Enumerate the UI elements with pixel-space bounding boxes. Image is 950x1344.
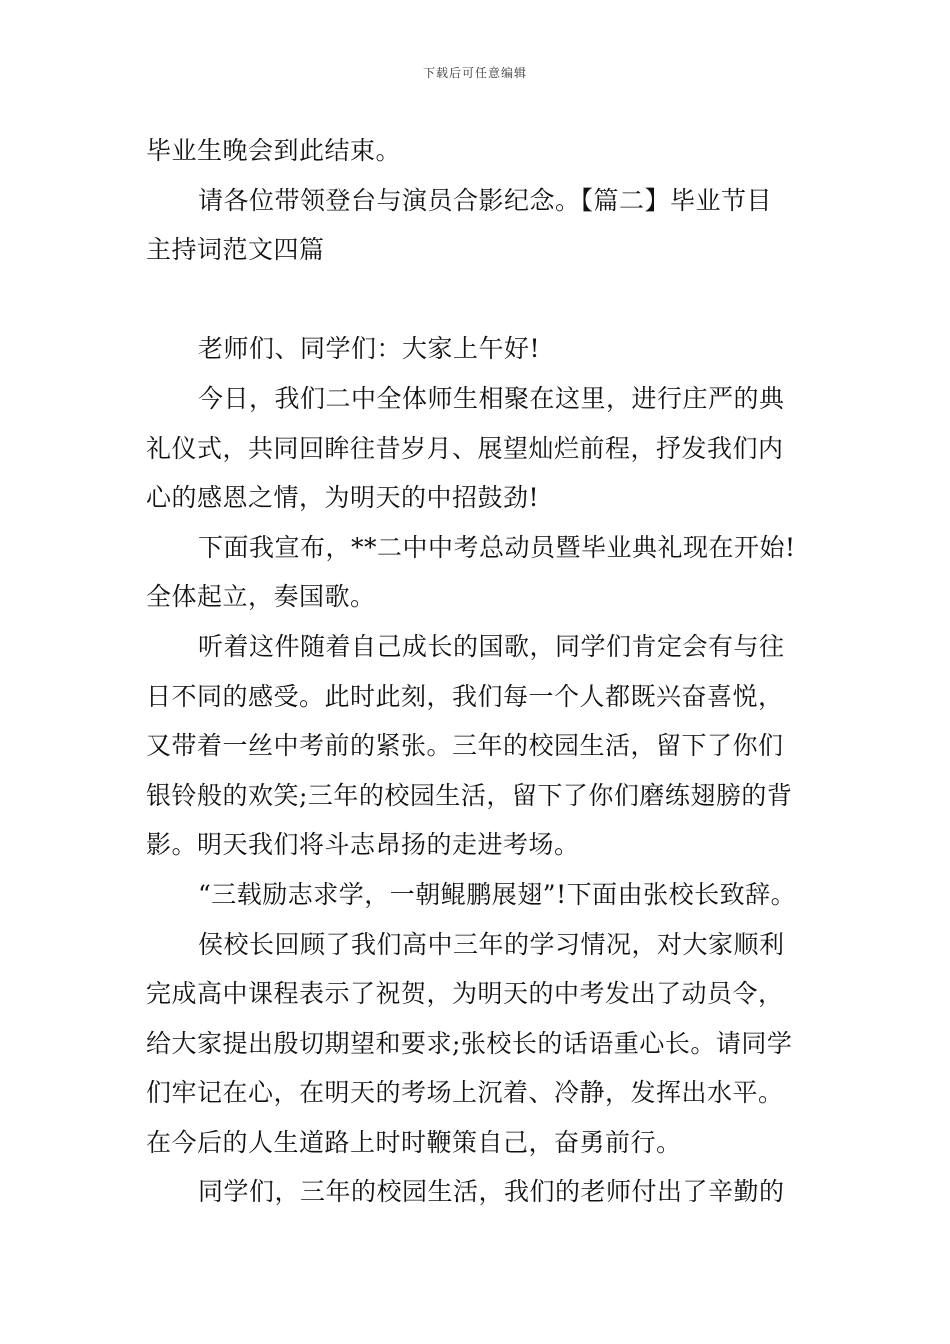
paragraph-line: 毕业生晚会到此结束。 <box>146 136 402 165</box>
paragraph-first-line: 老师们、同学们：大家上午好! <box>198 334 541 364</box>
paragraph-first-line: 侯校长回顾了我们高中三年的学习情况，对大家顺利 <box>198 929 785 959</box>
paragraph-line: 完成高中课程表示了祝贺，为明天的中考发出了动员令， <box>146 979 784 1009</box>
page-header: 下载后可任意编辑 <box>422 66 527 80</box>
paragraph-line: 全体起立，奏国歌。 <box>146 582 376 612</box>
paragraph-first-line: 今日，我们二中全体师生相聚在这里，进行庄严的典 <box>198 383 785 413</box>
document-body <box>146 126 810 1217</box>
blank-line <box>146 275 810 325</box>
paragraph-line: 银铃般的欢笑;三年的校园生活，留下了你们磨练翅膀的背 <box>146 780 793 810</box>
paragraph-line: 主持词范文四篇 <box>146 235 325 265</box>
paragraph-first-line: 下面我宣布，**二中中考总动员暨毕业典礼现在开始! <box>198 532 796 562</box>
paragraph-line: 影。明天我们将斗志昂扬的走进考场。 <box>146 830 580 860</box>
paragraph-line: 又带着一丝中考前的紧张。三年的校园生活，留下了你们 <box>146 731 784 761</box>
paragraph-first-line: 同学们，三年的校园生活，我们的老师付出了辛勤的 <box>198 1177 785 1207</box>
paragraph-line: 心的感恩之情，为明天的中招鼓劲! <box>146 483 540 513</box>
paragraph-first-line: “三载励志求学，一朝鲲鹏展翅”!下面由张校长致辞。 <box>198 879 797 909</box>
paragraph-line: 给大家提出殷切期望和要求;张校长的话语重心长。请同学 <box>146 1028 793 1058</box>
paragraph-first-line: 请各位带领登台与演员合影纪念。【篇二】毕业节目 <box>198 185 773 215</box>
paragraph-line: 日不同的感受。此时此刻，我们每一个人都既兴奋喜悦， <box>146 681 784 711</box>
paragraph-line: 在今后的人生道路上时时鞭策自己，奋勇前行。 <box>146 1127 682 1157</box>
paragraph-line: 们牢记在心，在明天的考场上沉着、冷静，发挥出水平。 <box>146 1078 784 1108</box>
paragraph-first-line: 听着这件随着自己成长的国歌，同学们肯定会有与往 <box>198 631 785 661</box>
paragraph-line: 礼仪式，共同回眸往昔岁月、展望灿烂前程，抒发我们内 <box>146 433 784 463</box>
